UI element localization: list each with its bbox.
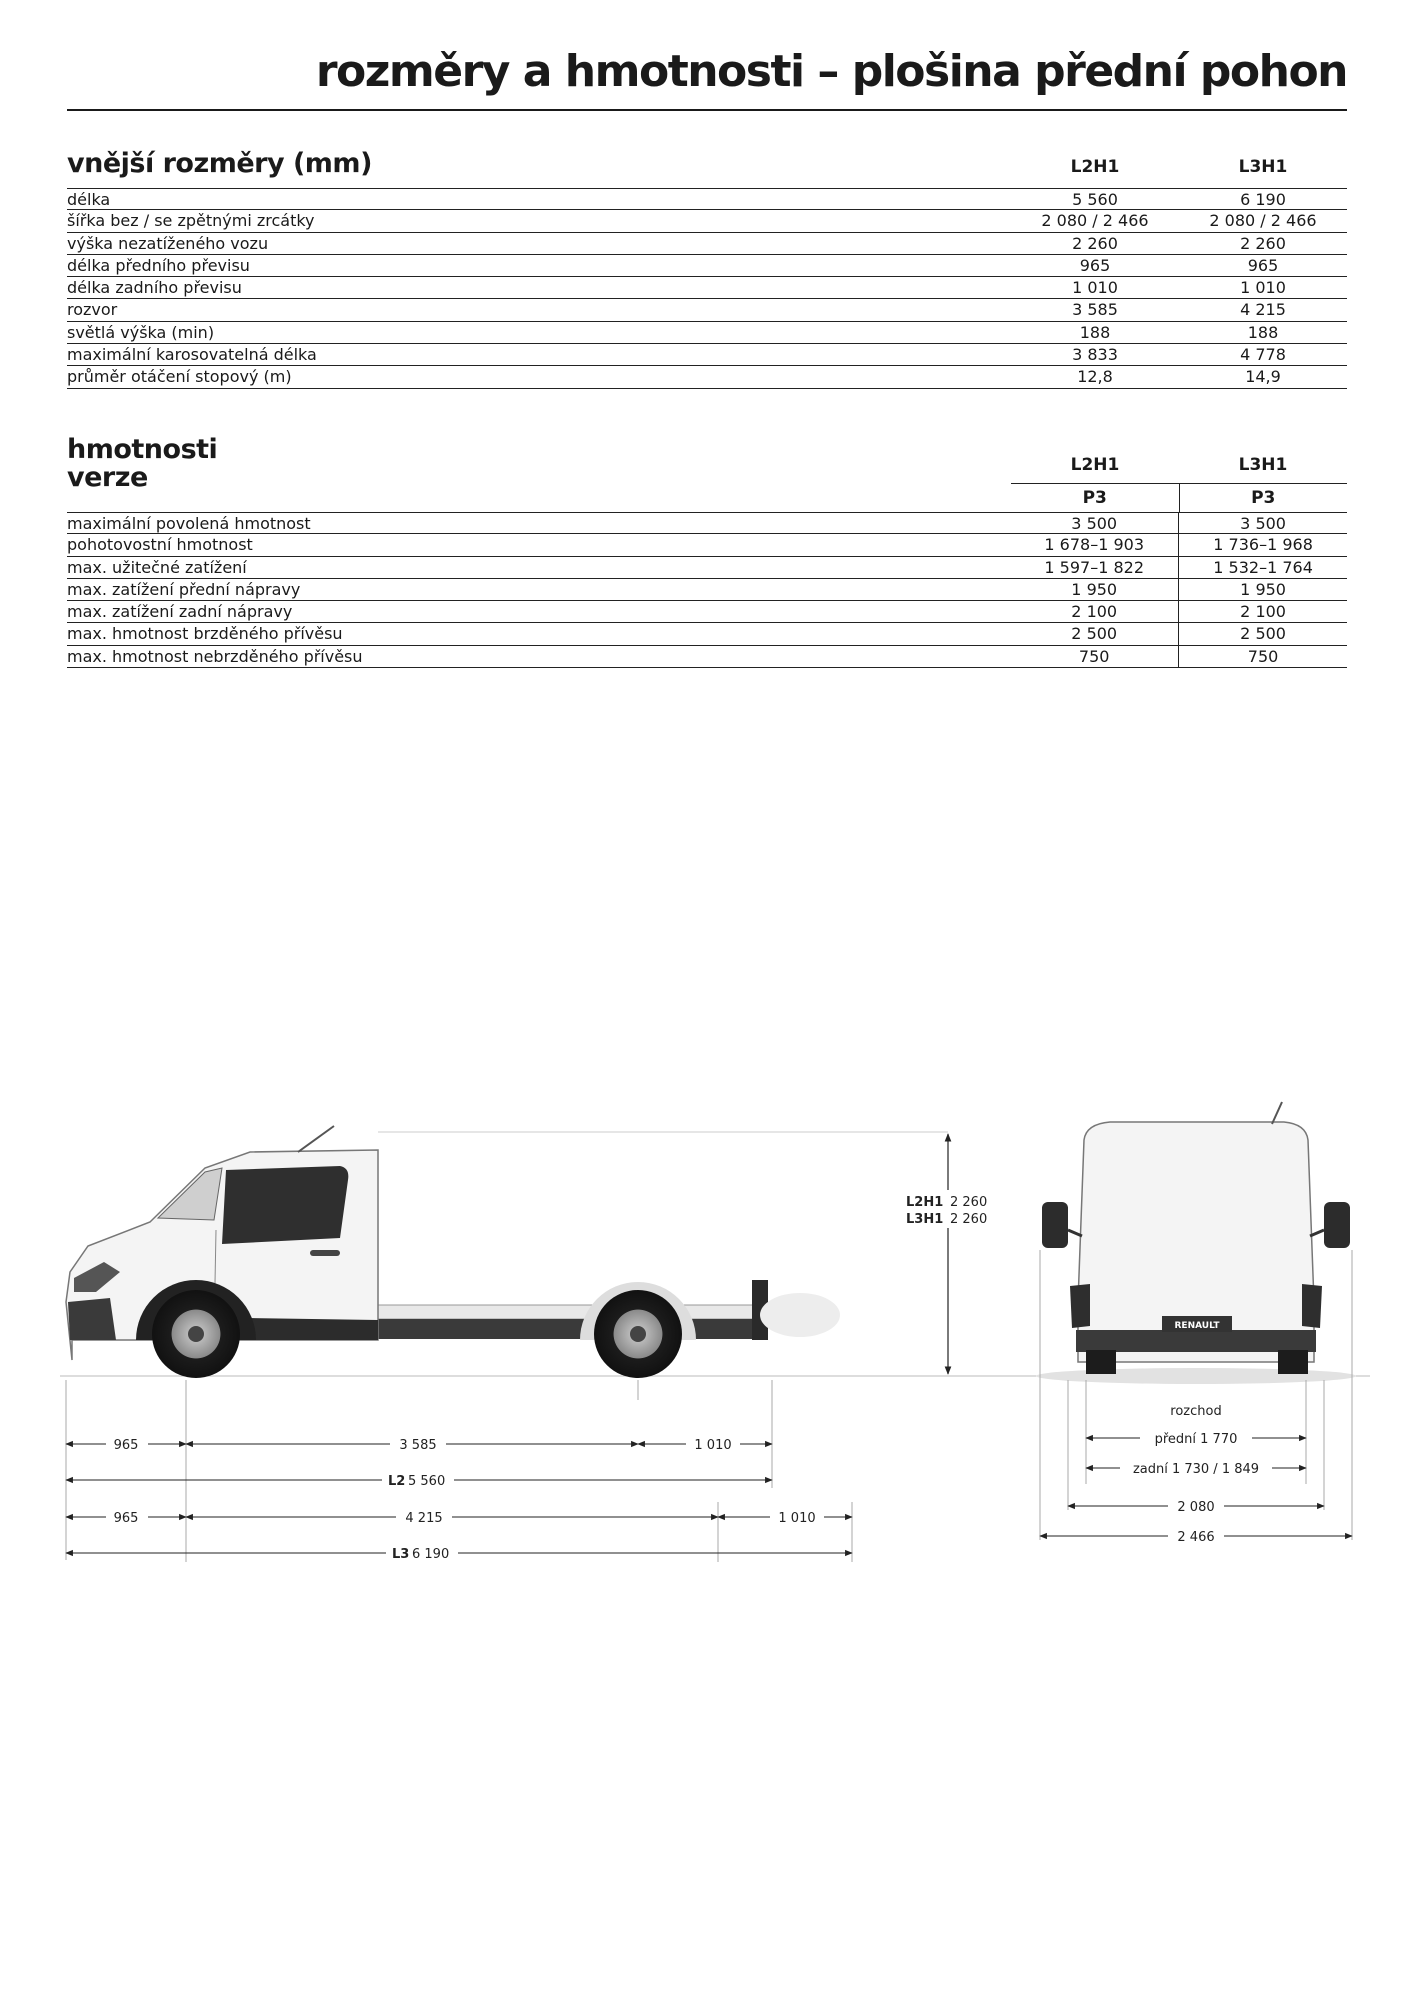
row-label: délka zadního převisu xyxy=(67,278,242,298)
front-hub xyxy=(188,1326,204,1342)
left-mirror xyxy=(1042,1202,1068,1248)
table-row xyxy=(67,534,1347,556)
table-row xyxy=(67,512,1347,534)
weights-section xyxy=(67,436,1347,668)
weights-version-row xyxy=(1011,483,1347,512)
value-l3h1: 1 736–1 968 xyxy=(1178,534,1347,555)
rear-ghost-outline xyxy=(760,1293,840,1337)
left-taillight xyxy=(1070,1284,1090,1328)
title-divider xyxy=(67,109,1347,111)
exterior-header xyxy=(67,150,1347,188)
rear-hub xyxy=(630,1326,646,1342)
table-row xyxy=(67,299,1347,321)
chassis-rail xyxy=(378,1305,768,1319)
value-l2h1: 3 833 xyxy=(1072,345,1118,365)
value-l3h1: 1 532–1 764 xyxy=(1178,557,1347,578)
row-label: max. užitečné zatížení xyxy=(67,557,247,577)
value-l2h1: 1 678–1 903 xyxy=(1044,535,1144,555)
value-l2h1: 1 950 xyxy=(1071,579,1118,599)
value-l3h1: 188 xyxy=(1247,322,1279,342)
table-row xyxy=(67,579,1347,601)
length-l2-value: 5 560 xyxy=(408,1474,446,1489)
row-label: průměr otáčení stopový (m) xyxy=(67,367,292,387)
value-l2h1: 2 080 / 2 466 xyxy=(1041,211,1149,231)
row-label: délka předního převisu xyxy=(67,255,250,275)
vehicle-dimension-drawing xyxy=(0,1040,1414,1580)
row-label: max. hmotnost nebrzděného přívěsu xyxy=(67,646,363,666)
exterior-col-l2h1: L2H1 xyxy=(1070,157,1120,177)
track-front-value: přední 1 770 xyxy=(1154,1432,1238,1447)
value-l3h1: 4 215 xyxy=(1240,300,1286,320)
windshield xyxy=(158,1168,222,1220)
grille xyxy=(68,1298,116,1340)
table-row xyxy=(67,277,1347,299)
left-rear-tyre xyxy=(1086,1350,1116,1374)
length-l3-value: 6 190 xyxy=(412,1547,450,1562)
row-label: výška nezatíženého vozu xyxy=(67,233,269,253)
table-row xyxy=(67,344,1347,366)
value-l2h1: 1 010 xyxy=(1072,278,1118,298)
value-l2h1: 2 500 xyxy=(1071,624,1118,644)
exterior-table xyxy=(67,188,1347,389)
value-l2h1: 3 500 xyxy=(1071,514,1118,533)
table-row xyxy=(67,255,1347,277)
rear-overhang-l2-value: 1 010 xyxy=(694,1438,732,1453)
table-row xyxy=(67,210,1347,232)
height-l3-value: 2 260 xyxy=(950,1212,988,1227)
rear-bumper xyxy=(1076,1330,1316,1352)
value-l3h1: 1 010 xyxy=(1240,278,1286,298)
height-l2-label: L2H1 xyxy=(906,1195,944,1210)
table-row xyxy=(67,646,1347,668)
value-l2h1: 2 100 xyxy=(1071,602,1118,622)
value-l3h1: 2 080 / 2 466 xyxy=(1209,211,1317,231)
value-l3h1: 3 500 xyxy=(1178,513,1347,533)
table-row xyxy=(67,623,1347,645)
value-l2h1: 1 597–1 822 xyxy=(1044,557,1144,577)
row-label: max. hmotnost brzděného přívěsu xyxy=(67,624,343,644)
value-l3h1: 2 100 xyxy=(1178,601,1347,622)
row-label: šířka bez / se zpětnými zrcátky xyxy=(67,211,315,231)
value-l2h1: 750 xyxy=(1078,646,1110,666)
wheelbase-l3-value: 4 215 xyxy=(405,1511,443,1526)
length-l3-label: L3 xyxy=(392,1547,410,1562)
exterior-dimensions-section xyxy=(67,150,1347,389)
weights-table xyxy=(67,512,1347,668)
weights-title-line1: hmotnosti xyxy=(67,434,218,465)
right-rear-tyre xyxy=(1278,1350,1308,1374)
weights-title-line2: verze xyxy=(67,462,148,493)
weights-header xyxy=(67,436,1347,512)
wheelbase-l2-value: 3 585 xyxy=(399,1438,437,1453)
width-body-value: 2 080 xyxy=(1177,1500,1215,1515)
weights-col-l3h1: L3H1 xyxy=(1238,455,1288,475)
door-handle xyxy=(310,1250,340,1256)
version-l2h1: P3 xyxy=(1082,488,1107,508)
track-title: rozchod xyxy=(1170,1404,1222,1419)
side-window xyxy=(222,1166,348,1244)
value-l2h1: 2 260 xyxy=(1072,233,1118,253)
row-label: délka xyxy=(67,190,111,209)
antenna xyxy=(298,1126,334,1152)
page-title: rozměry a hmotnosti – plošina přední pohon xyxy=(315,46,1347,97)
value-l3h1: 2 500 xyxy=(1178,623,1347,644)
row-label: světlá výška (min) xyxy=(67,322,215,342)
value-l2h1: 188 xyxy=(1079,322,1111,342)
right-taillight xyxy=(1302,1284,1322,1328)
width-mirrors-value: 2 466 xyxy=(1177,1530,1215,1545)
row-label: max. zatížení přední nápravy xyxy=(67,579,301,599)
version-l3h1: P3 xyxy=(1179,484,1348,512)
height-l3-label: L3H1 xyxy=(906,1212,944,1227)
rear-antenna xyxy=(1272,1102,1282,1124)
value-l3h1: 2 260 xyxy=(1240,233,1286,253)
chassis-frame xyxy=(378,1319,768,1339)
rear-view xyxy=(1036,1102,1356,1545)
table-row xyxy=(67,233,1347,255)
value-l3h1: 4 778 xyxy=(1240,345,1286,365)
row-label: rozvor xyxy=(67,300,118,320)
value-l3h1: 750 xyxy=(1178,646,1347,667)
row-label: maximální povolená hmotnost xyxy=(67,514,311,533)
weights-col-l2h1: L2H1 xyxy=(1070,455,1120,475)
value-l3h1: 6 190 xyxy=(1240,190,1286,209)
value-l2h1: 12,8 xyxy=(1077,367,1113,387)
table-row xyxy=(67,557,1347,579)
table-row xyxy=(67,188,1347,210)
exterior-col-l3h1: L3H1 xyxy=(1238,157,1288,177)
table-row xyxy=(67,366,1347,388)
value-l2h1: 5 560 xyxy=(1072,190,1118,209)
rear-overhang-l3-value: 1 010 xyxy=(778,1511,816,1526)
right-mirror xyxy=(1324,1202,1350,1248)
height-l2-value: 2 260 xyxy=(950,1195,988,1210)
front-overhang-value: 965 xyxy=(113,1438,139,1453)
table-row xyxy=(67,601,1347,623)
row-label: max. zatížení zadní nápravy xyxy=(67,602,293,622)
value-l3h1: 965 xyxy=(1247,255,1279,275)
value-l2h1: 965 xyxy=(1079,255,1111,275)
brand-badge: RENAULT xyxy=(1174,1321,1220,1331)
value-l3h1: 14,9 xyxy=(1245,367,1281,387)
value-l3h1: 1 950 xyxy=(1178,579,1347,600)
exterior-title: vnější rozměry (mm) xyxy=(67,148,372,179)
track-rear-value: zadní 1 730 / 1 849 xyxy=(1132,1462,1260,1477)
front-overhang-l3-value: 965 xyxy=(113,1511,139,1526)
row-label: pohotovostní hmotnost xyxy=(67,535,253,555)
table-row xyxy=(67,322,1347,344)
length-l2-label: L2 xyxy=(388,1474,406,1489)
value-l2h1: 3 585 xyxy=(1072,300,1118,320)
row-label: maximální karosovatelná délka xyxy=(67,345,317,365)
